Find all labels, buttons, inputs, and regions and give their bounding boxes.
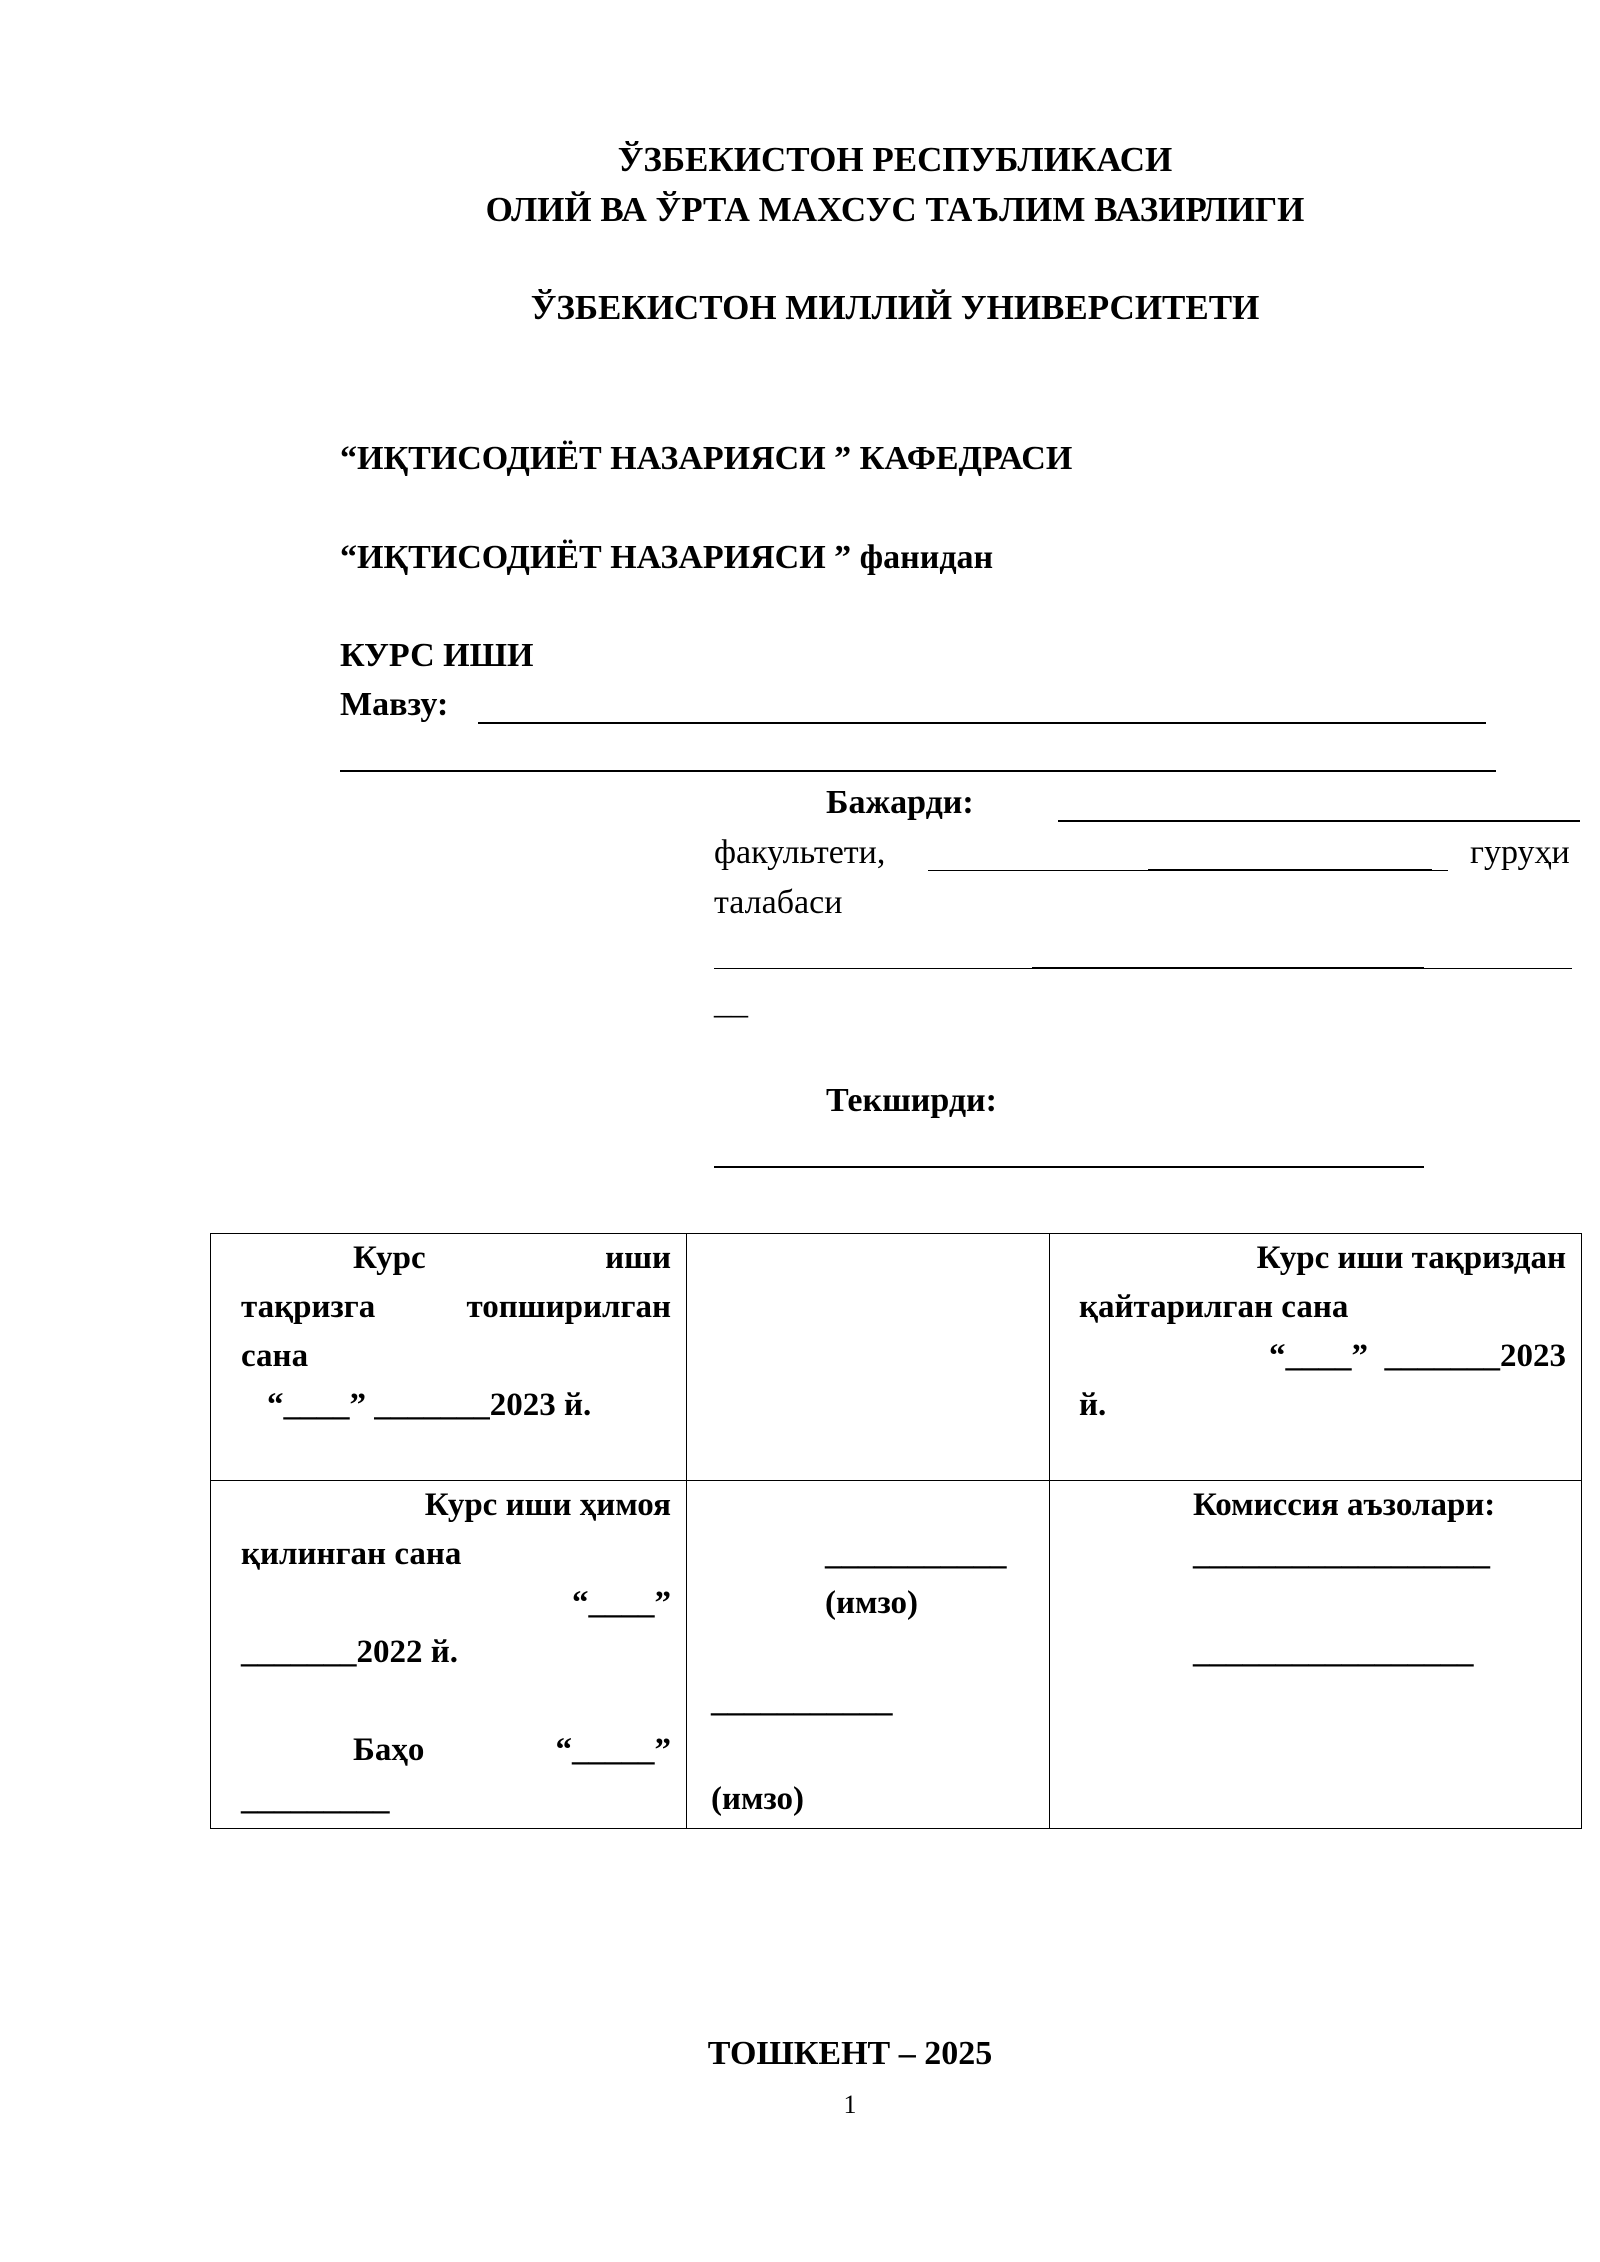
student-word: талабаси (714, 884, 843, 921)
signature-label-2: (имзо) (711, 1781, 805, 1817)
department-title: “ИҚТИСОДИЁТ НАЗАРИЯСИ ” КАФЕДРАСИ (340, 440, 1073, 477)
submitted-word-3: тақризга (241, 1289, 376, 1325)
submitted-word-2: иши (605, 1240, 671, 1276)
submitted-line2 (241, 1283, 671, 1332)
commission-line-2: _________________ (1193, 1634, 1474, 1670)
completed-label: Бажарди: (826, 784, 974, 821)
commission-label: Комиссия аъзолари: (1193, 1487, 1496, 1523)
faculty-line-tail (1432, 870, 1448, 871)
signatures-cell (711, 1481, 1041, 1824)
defended-year: _______2022 й. (241, 1634, 459, 1670)
review-table (210, 1233, 1582, 1829)
signature-line-2: ___________ (711, 1683, 893, 1719)
student-line-c (1424, 968, 1572, 969)
grade-label: Баҳо (353, 1732, 425, 1768)
submitted-word-4: топширилган (466, 1289, 671, 1325)
ministry-title: ОЛИЙ ВА ЎРТА МАХСУС ТАЪЛИМ ВАЗИРЛИГИ (485, 190, 1305, 229)
defended-line1: Курс иши ҳимоя (424, 1487, 671, 1523)
signature-label-1: (имзо) (825, 1585, 919, 1621)
submitted-date: “____” _______2023 й. (267, 1387, 592, 1423)
submitted-line1 (241, 1234, 671, 1283)
submitted-cell (241, 1234, 671, 1430)
student-line-b (1032, 967, 1424, 969)
grade-line: _________ (241, 1781, 390, 1817)
returned-line1: Курс иши тақриздан (1256, 1240, 1566, 1276)
faculty-word: факультети, (714, 834, 886, 871)
checked-name-line (714, 1166, 1424, 1168)
topic-label: Мавзу: (340, 686, 449, 723)
city-year: ТОШКЕНТ – 2025 (707, 2035, 993, 2072)
commission-line-1: __________________ (1193, 1536, 1490, 1572)
submitted-line3: сана (241, 1338, 309, 1374)
returned-cell (1079, 1234, 1566, 1430)
grade-row (241, 1726, 671, 1775)
faculty-line-thin (928, 870, 1148, 871)
student-line-a (714, 968, 1032, 969)
page-number: 1 (843, 2090, 857, 2119)
signature-line-1: ___________ (825, 1536, 1007, 1572)
completed-name-line (1058, 820, 1580, 822)
commission-cell (1193, 1481, 1573, 1677)
submitted-word-1: Курс (353, 1240, 426, 1276)
student-line-dash: __ (714, 984, 748, 1021)
table-col-divider-1 (686, 1234, 687, 1828)
returned-line2: қайтарилган сана (1079, 1289, 1349, 1325)
defended-line2: қилинган сана (241, 1536, 462, 1572)
grade-quote: “_____” (555, 1732, 671, 1768)
returned-year-suffix: й. (1079, 1387, 1107, 1423)
table-col-divider-2 (1049, 1234, 1050, 1828)
subject-title: “ИҚТИСОДИЁТ НАЗАРИЯСИ ” фанидан (340, 539, 994, 576)
checked-label: Текширди: (826, 1082, 997, 1119)
university-title: ЎЗБЕКИСТОН МИЛЛИЙ УНИВЕРСИТЕТИ (530, 288, 1260, 327)
work-type-title: КУРС ИШИ (340, 637, 534, 674)
faculty-line (1148, 869, 1432, 871)
group-word: гуруҳи (1470, 834, 1570, 871)
returned-date: “____” _______2023 (1269, 1338, 1566, 1374)
defended-cell (241, 1481, 671, 1824)
topic-line (478, 722, 1486, 724)
topic-line-2 (340, 770, 1496, 772)
republic-title: ЎЗБЕКИСТОН РЕСПУБЛИКАСИ (617, 140, 1173, 179)
defended-quote: “____” (572, 1585, 671, 1621)
